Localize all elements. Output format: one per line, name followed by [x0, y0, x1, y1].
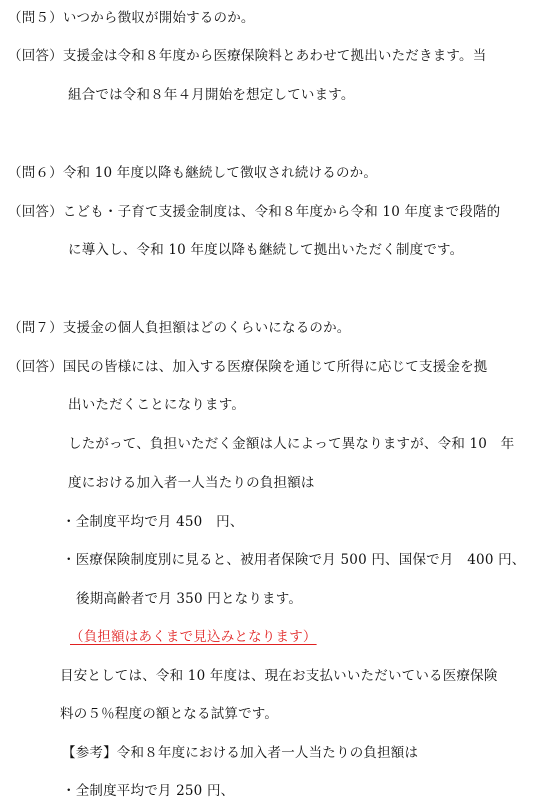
bullet-by-system-cont: 後期高齢者で月 350 円となります。 [76, 591, 303, 607]
reference-bullet: ・全制度平均で月 250 円、 [62, 783, 235, 799]
bullet-by-system: ・医療保険制度別に見ると、被用者保険で月 500 円、国保で月 400 円、 [62, 552, 526, 568]
reference-heading: 【参考】令和８年度における加入者一人当たりの負担額は [62, 745, 419, 761]
question-text: 支援金の個人負担額はどのくらいになるのか。 [62, 320, 351, 336]
question-tag: （問６） [8, 165, 63, 181]
question-6 [8, 164, 377, 182]
question-5 [8, 9, 255, 27]
paragraph-line: 目安としては、令和 10 年度は、現在お支払いいただいている医療保険 [60, 668, 498, 684]
answer-text-line: に導入し、令和 10 年度以降も継続して拠出いただく制度です。 [68, 242, 464, 258]
question-7 [8, 319, 351, 337]
answer-tag: （回答） [8, 48, 63, 64]
answer-text-line: 国民の皆様には、加入する医療保険を通じて所得に応じて支援金を拠 [62, 359, 488, 375]
answer-tag: （回答） [8, 204, 63, 220]
answer-text-line: 組合では令和８年４月開始を想定しています。 [68, 87, 355, 103]
estimate-note: （負担額はあくまで見込みとなります） [70, 629, 317, 645]
question-text: 令和 10 年度以降も継続して徴収され続けるのか。 [62, 165, 378, 181]
paragraph-line: したがって、負担いただく金額は人によって異なりますが、令和 10 年 [68, 436, 515, 452]
answer-tag: （回答） [8, 359, 63, 375]
answer-text-line: こども・子育て支援金制度は、令和８年度から令和 10 年度まで段階的 [62, 204, 501, 220]
question-tag: （問７） [8, 320, 63, 336]
answer-6 [8, 203, 500, 221]
paragraph-line: 料の５％程度の額となる試算です。 [60, 706, 279, 722]
answer-7 [8, 358, 488, 376]
bullet-average: ・全制度平均で月 450 円、 [62, 514, 244, 530]
answer-text-line: 支援金は令和８年度から医療保険料とあわせて拠出いただきます。当 [62, 48, 487, 64]
question-tag: （問５） [8, 10, 63, 26]
answer-5 [8, 47, 486, 65]
paragraph-line: 度における加入者一人当たりの負担額は [68, 475, 315, 491]
answer-text-line: 出いただくことになります。 [68, 397, 246, 413]
question-text: いつから徴収が開始するのか。 [62, 10, 255, 26]
